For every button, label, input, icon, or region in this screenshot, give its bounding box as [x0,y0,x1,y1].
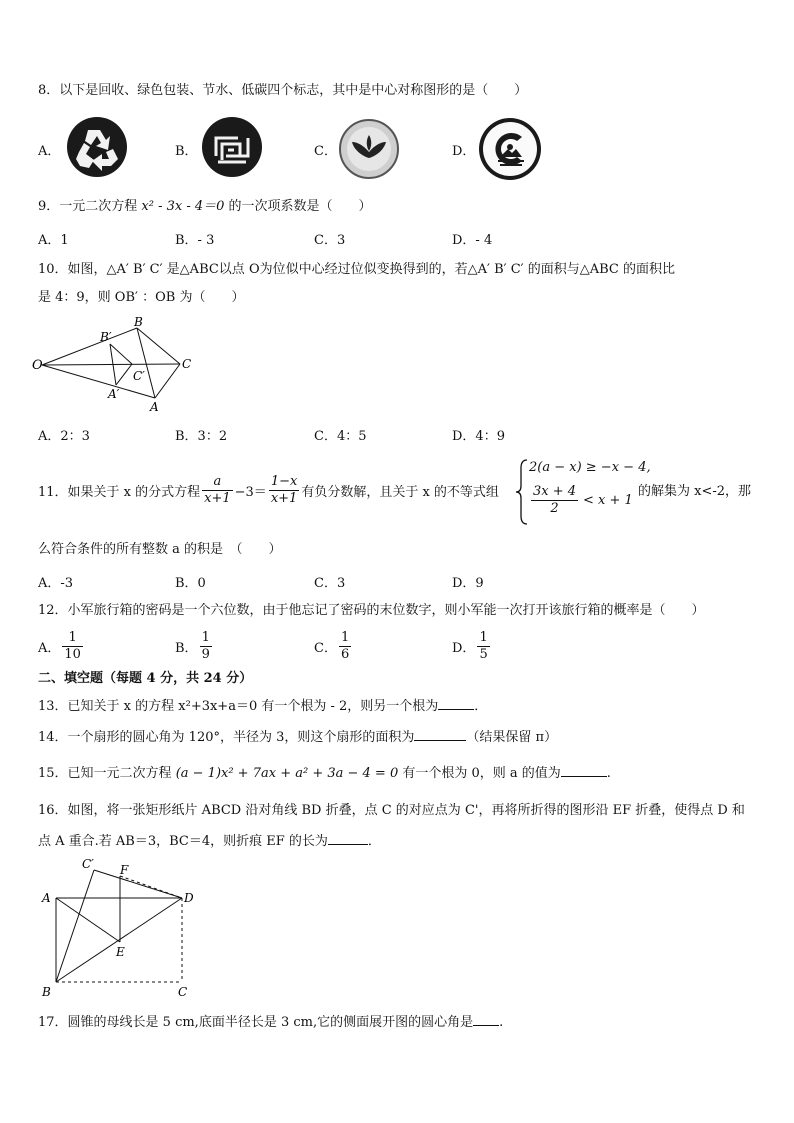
q8-text: 8．以下是回收、绿色包装、节水、低碳四个标志，其中是中心对称图形的是（ ） [38,83,528,98]
q16-label-d: D [184,891,194,905]
q15-end: . [606,766,611,781]
q15-line [38,764,611,783]
q14-text: 14．一个扇形的圆心角为 120°，半径为 3，则这个扇形的面积为 [38,730,415,745]
q16-answer-blank[interactable] [328,832,368,845]
low-carbon-logo-icon [478,117,542,185]
q10-label-c-prime: C′ [133,369,145,383]
q8-option-a: A． [38,144,61,159]
q16-line2 [38,832,381,851]
q14-line [38,728,557,747]
q17-line [38,1013,503,1032]
q11-frac1-numerator: a [202,474,233,491]
q12-option-c-num: 1 [340,630,350,645]
q10-label-o: O [32,358,43,373]
q13-answer-blank[interactable] [438,697,474,710]
section-2-heading: 二、填空题（每题 4 分，共 24 分） [38,671,253,686]
q17-answer-blank[interactable] [473,1013,499,1026]
q16-label-c-prime: C′ [82,857,94,871]
q11-option-d: D．9 [452,576,484,591]
q12-text: 12．小军旅行箱的密码是一个六位数，由于他忘记了密码的末位数字，则小军能一次打开该旅行箱的概率是（ ） [38,603,705,618]
q8-option-d: D． [452,144,476,159]
q10-option-d: D．4：9 [452,429,505,444]
q11-mid1: −3＝ [234,484,267,500]
q11-fraction-1 [202,474,233,507]
q10-line1: 10．如图，△A′ B′ C′ 是△ABC以点 O为位似中心经过位似变换得到的，若△A′ B′ C′ 的面积与△ABC 的面积比 [38,262,675,277]
q11-inequality-1: 2(a − x) ≥ −x − 4, [529,460,651,475]
q15-answer-blank[interactable] [561,764,607,777]
q10-label-c: C [182,357,192,371]
q11-option-a: A．-3 [38,576,74,591]
q12-option-c-label: C． [314,641,337,656]
q11-ineq2-fraction [531,484,578,517]
q13-text: 13．已知关于 x 的方程 x²+3x+a＝0 有一个根为 - 2，则另一个根为 [38,699,439,714]
q14-answer-blank[interactable] [414,728,466,741]
q16-end: ． [367,834,381,849]
q12-option-b-fraction [200,630,212,663]
q11-left-brace-icon [515,458,529,526]
q11-inequality-2 [529,484,633,517]
q10-label-a-prime: A′ [108,387,120,401]
q12-option-d-fraction [477,630,489,663]
q9-option-d: D．- 4 [452,233,493,248]
q10-figure-homothety [30,316,205,420]
q11-prefix: 11．如果关于 x 的分式方程 [38,484,201,500]
q17-end: . [499,1015,504,1030]
q9-suffix: 的一次项系数是（ ） [224,199,372,214]
q11-ineq2-numerator: 3x + 4 [533,484,577,499]
q16-figure-folded-rectangle [36,856,206,1004]
q16-label-c: C [178,985,188,999]
q11-option-b: B．0 [175,576,206,591]
q11-suffix: 的解集为 x<-2，那 [638,484,752,499]
q10-option-c: C．4：5 [314,429,367,444]
q10-label-a: A [150,400,159,414]
q10-option-a: A．2：3 [38,429,90,444]
q15-suffix: 有一个根为 0，则 a 的值为 [398,766,561,781]
q16-label-e: E [116,945,125,959]
q12-option-d [452,630,492,663]
q15-equation: (a − 1)x² + 7ax + a² + 3a − 4 = 0 [175,766,399,781]
q13-line [38,697,487,716]
q12-option-a-label: A． [38,641,61,656]
q16-line1: 16．如图，将一张矩形纸片 ABCD 沿对角线 BD 折叠，点 C 的对应点为 C'，再将所折得的图形沿 EF 折叠，使得点 D 和 [38,803,745,818]
q12-option-d-label: D． [452,641,476,656]
q14-end: （结果保留 π） [466,730,558,745]
q12-option-a-fraction [62,630,83,663]
q12-option-a-num: 1 [62,630,83,647]
q17-text: 17．圆锥的母线长是 5 cm,底面半径长是 3 cm,它的侧面展开图的圆心角是 [38,1015,474,1030]
q9-option-a: A．1 [38,233,69,248]
q11-frac2-numerator: 1−x [270,473,298,489]
q8-option-c: C． [314,144,337,159]
recycle-logo-icon [66,116,128,182]
q16-label-f: F [120,863,129,877]
green-packaging-logo-icon [200,116,264,182]
q12-option-a [38,630,85,663]
q11-ineq2-rest: < x + 1 [583,493,633,508]
q13-end: ． [474,699,488,714]
q11-line2: 么符合条件的所有整数 a 的积是 （ ） [38,542,282,557]
q12-option-a-den: 10 [64,647,81,662]
q11-fraction-2 [269,474,300,507]
q9-prefix: 9．一元二次方程 [38,199,142,214]
q11-ineq2-denominator: 2 [550,501,559,516]
q12-option-b-label: B． [175,641,198,656]
q9-option-b: B．- 3 [175,233,215,248]
water-saving-logo-icon [338,118,400,184]
q9-option-c: C．3 [314,233,346,248]
q9-equation: x² - 3x - 4＝0 [141,199,225,214]
q16-label-b: B [42,985,51,999]
q11-frac2-denominator: x+1 [270,490,298,506]
q11-frac1-denominator: x+1 [204,490,231,506]
q11-first-line [38,472,499,508]
q10-label-b-prime: B′ [100,330,112,344]
q12-option-b-num: 1 [201,630,210,645]
q9-text [38,198,372,216]
q12-option-b-den: 9 [201,647,210,662]
q10-label-b: B [134,316,143,329]
q11-mid2: 有负分数解，且关于 x 的不等式组 [301,484,499,500]
q12-option-c-fraction [339,630,351,663]
q8-option-b: B． [175,144,198,159]
q16-line2-text: 点 A 重合.若 AB＝3，BC＝4，则折痕 EF 的长为 [38,834,328,849]
q12-option-b [175,630,214,663]
q12-option-c [314,630,353,663]
q12-option-d-den: 5 [479,647,488,662]
q11-option-c: C．3 [314,576,346,591]
q12-option-c-den: 6 [340,647,350,662]
q10-line2: 是 4：9，则 OB′ ：OB 为（ ） [38,290,245,305]
q16-label-a: A [42,891,51,905]
q15-prefix: 15．已知一元二次方程 [38,766,176,781]
q10-option-b: B．3：2 [175,429,228,444]
q12-option-d-num: 1 [479,630,488,645]
